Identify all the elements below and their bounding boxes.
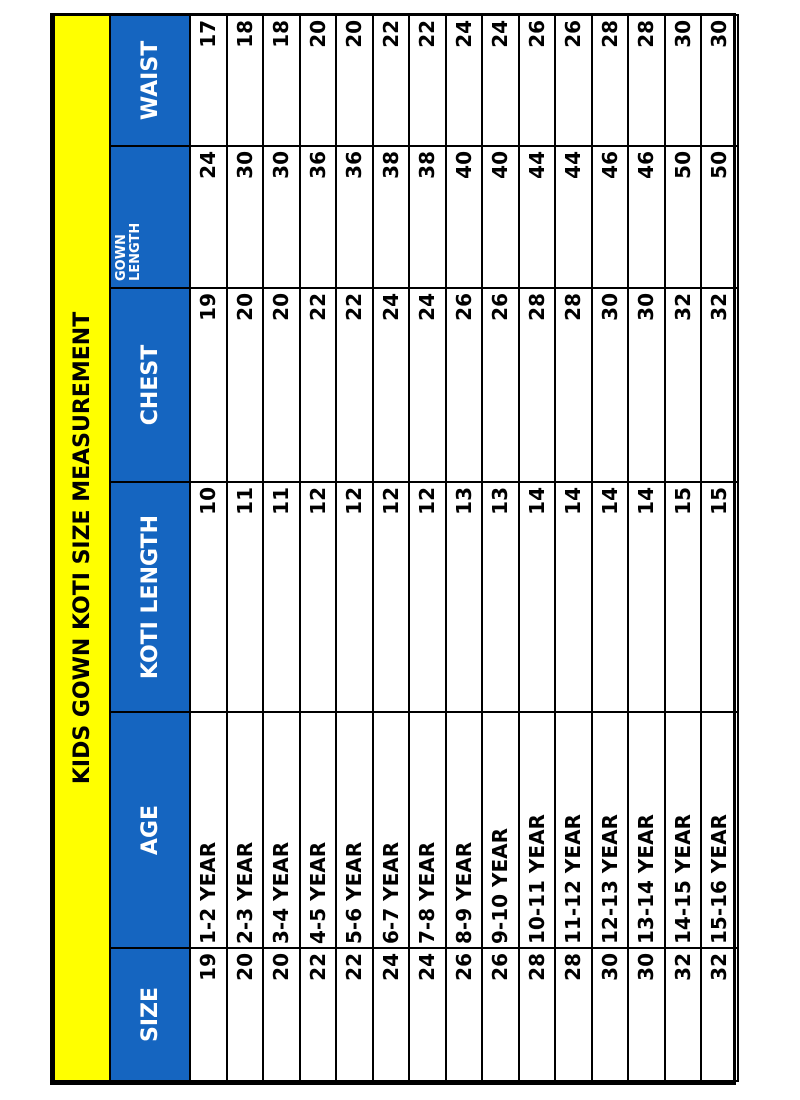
cell-gown-length: 30 bbox=[263, 146, 300, 288]
header-chest: CHEST bbox=[110, 288, 190, 482]
cell-gown-length: 38 bbox=[409, 146, 446, 288]
table-row bbox=[519, 15, 556, 1081]
cell-size: 28 bbox=[555, 948, 592, 1081]
cell-size: 20 bbox=[263, 948, 300, 1081]
cell-age: 13-14 YEAR bbox=[628, 712, 665, 948]
cell-koti-length: 11 bbox=[263, 482, 300, 712]
cell-age: 4-5 YEAR bbox=[300, 712, 337, 948]
table-row bbox=[701, 15, 738, 1081]
cell-age: 10-11 YEAR bbox=[519, 712, 556, 948]
cell-waist: 22 bbox=[373, 15, 410, 146]
cell-age: 11-12 YEAR bbox=[555, 712, 592, 948]
cell-gown-length: 44 bbox=[555, 146, 592, 288]
chart-title: KIDS GOWN KOTI SIZE MEASUREMENT bbox=[54, 15, 110, 1081]
size-chart-sheet bbox=[50, 13, 736, 1085]
cell-size: 32 bbox=[701, 948, 738, 1081]
table-row bbox=[227, 15, 264, 1081]
size-chart-table bbox=[53, 14, 739, 1082]
cell-size: 26 bbox=[482, 948, 519, 1081]
cell-waist: 26 bbox=[519, 15, 556, 146]
size-chart-rotated bbox=[53, 16, 733, 1082]
cell-age: 14-15 YEAR bbox=[665, 712, 702, 948]
cell-koti-length: 12 bbox=[336, 482, 373, 712]
cell-koti-length: 12 bbox=[300, 482, 337, 712]
cell-size: 19 bbox=[190, 948, 227, 1081]
cell-waist: 20 bbox=[300, 15, 337, 146]
cell-koti-length: 10 bbox=[190, 482, 227, 712]
cell-gown-length: 46 bbox=[592, 146, 629, 288]
cell-koti-length: 14 bbox=[628, 482, 665, 712]
cell-size: 22 bbox=[336, 948, 373, 1081]
cell-size: 20 bbox=[227, 948, 264, 1081]
cell-waist: 26 bbox=[555, 15, 592, 146]
cell-age: 5-6 YEAR bbox=[336, 712, 373, 948]
cell-waist: 30 bbox=[701, 15, 738, 146]
cell-size: 28 bbox=[519, 948, 556, 1081]
cell-gown-length: 38 bbox=[373, 146, 410, 288]
cell-chest: 24 bbox=[373, 288, 410, 482]
header-waist: WAIST bbox=[110, 15, 190, 146]
cell-waist: 24 bbox=[446, 15, 483, 146]
cell-koti-length: 12 bbox=[373, 482, 410, 712]
cell-waist: 30 bbox=[665, 15, 702, 146]
table-row bbox=[373, 15, 410, 1081]
cell-koti-length: 15 bbox=[665, 482, 702, 712]
cell-chest: 32 bbox=[701, 288, 738, 482]
cell-chest: 19 bbox=[190, 288, 227, 482]
header-gown-length-line2: LENGTH bbox=[128, 222, 143, 281]
table-row bbox=[446, 15, 483, 1081]
cell-gown-length: 50 bbox=[665, 146, 702, 288]
cell-size: 32 bbox=[665, 948, 702, 1081]
table-row bbox=[190, 15, 227, 1081]
cell-waist: 17 bbox=[190, 15, 227, 146]
cell-waist: 24 bbox=[482, 15, 519, 146]
table-row bbox=[665, 15, 702, 1081]
header-age: AGE bbox=[110, 712, 190, 948]
cell-gown-length: 44 bbox=[519, 146, 556, 288]
cell-waist: 22 bbox=[409, 15, 446, 146]
table-row bbox=[628, 15, 665, 1081]
cell-waist: 18 bbox=[227, 15, 264, 146]
table-row bbox=[482, 15, 519, 1081]
cell-chest: 22 bbox=[300, 288, 337, 482]
header-size: SIZE bbox=[110, 948, 190, 1081]
cell-waist: 28 bbox=[628, 15, 665, 146]
table-row bbox=[336, 15, 373, 1081]
size-rows bbox=[190, 15, 738, 1081]
cell-age: 15-16 YEAR bbox=[701, 712, 738, 948]
cell-chest: 24 bbox=[409, 288, 446, 482]
cell-age: 3-4 YEAR bbox=[263, 712, 300, 948]
cell-size: 30 bbox=[628, 948, 665, 1081]
cell-size: 30 bbox=[592, 948, 629, 1081]
cell-gown-length: 36 bbox=[300, 146, 337, 288]
cell-koti-length: 14 bbox=[519, 482, 556, 712]
cell-gown-length: 40 bbox=[446, 146, 483, 288]
cell-size: 24 bbox=[409, 948, 446, 1081]
cell-gown-length: 50 bbox=[701, 146, 738, 288]
cell-chest: 20 bbox=[227, 288, 264, 482]
cell-waist: 18 bbox=[263, 15, 300, 146]
cell-koti-length: 11 bbox=[227, 482, 264, 712]
cell-size: 22 bbox=[300, 948, 337, 1081]
header-gown-length bbox=[110, 146, 190, 288]
cell-koti-length: 12 bbox=[409, 482, 446, 712]
cell-koti-length: 13 bbox=[482, 482, 519, 712]
table-row bbox=[300, 15, 337, 1081]
cell-chest: 26 bbox=[446, 288, 483, 482]
cell-age: 9-10 YEAR bbox=[482, 712, 519, 948]
cell-koti-length: 13 bbox=[446, 482, 483, 712]
cell-size: 24 bbox=[373, 948, 410, 1081]
cell-koti-length: 14 bbox=[592, 482, 629, 712]
cell-gown-length: 46 bbox=[628, 146, 665, 288]
cell-chest: 26 bbox=[482, 288, 519, 482]
table-row bbox=[263, 15, 300, 1081]
cell-chest: 20 bbox=[263, 288, 300, 482]
cell-waist: 28 bbox=[592, 15, 629, 146]
cell-age: 7-8 YEAR bbox=[409, 712, 446, 948]
cell-age: 1-2 YEAR bbox=[190, 712, 227, 948]
cell-age: 12-13 YEAR bbox=[592, 712, 629, 948]
table-row bbox=[555, 15, 592, 1081]
cell-chest: 22 bbox=[336, 288, 373, 482]
header-gown-length-line1: GOWN bbox=[114, 234, 129, 281]
cell-waist: 20 bbox=[336, 15, 373, 146]
cell-chest: 28 bbox=[555, 288, 592, 482]
table-row bbox=[592, 15, 629, 1081]
cell-chest: 32 bbox=[665, 288, 702, 482]
cell-gown-length: 30 bbox=[227, 146, 264, 288]
cell-chest: 30 bbox=[592, 288, 629, 482]
cell-koti-length: 14 bbox=[555, 482, 592, 712]
cell-age: 2-3 YEAR bbox=[227, 712, 264, 948]
cell-age: 6-7 YEAR bbox=[373, 712, 410, 948]
cell-gown-length: 24 bbox=[190, 146, 227, 288]
cell-gown-length: 36 bbox=[336, 146, 373, 288]
cell-age: 8-9 YEAR bbox=[446, 712, 483, 948]
cell-gown-length: 40 bbox=[482, 146, 519, 288]
table-row bbox=[409, 15, 446, 1081]
cell-koti-length: 15 bbox=[701, 482, 738, 712]
cell-chest: 28 bbox=[519, 288, 556, 482]
cell-chest: 30 bbox=[628, 288, 665, 482]
cell-size: 26 bbox=[446, 948, 483, 1081]
header-koti-length: KOTI LENGTH bbox=[110, 482, 190, 712]
